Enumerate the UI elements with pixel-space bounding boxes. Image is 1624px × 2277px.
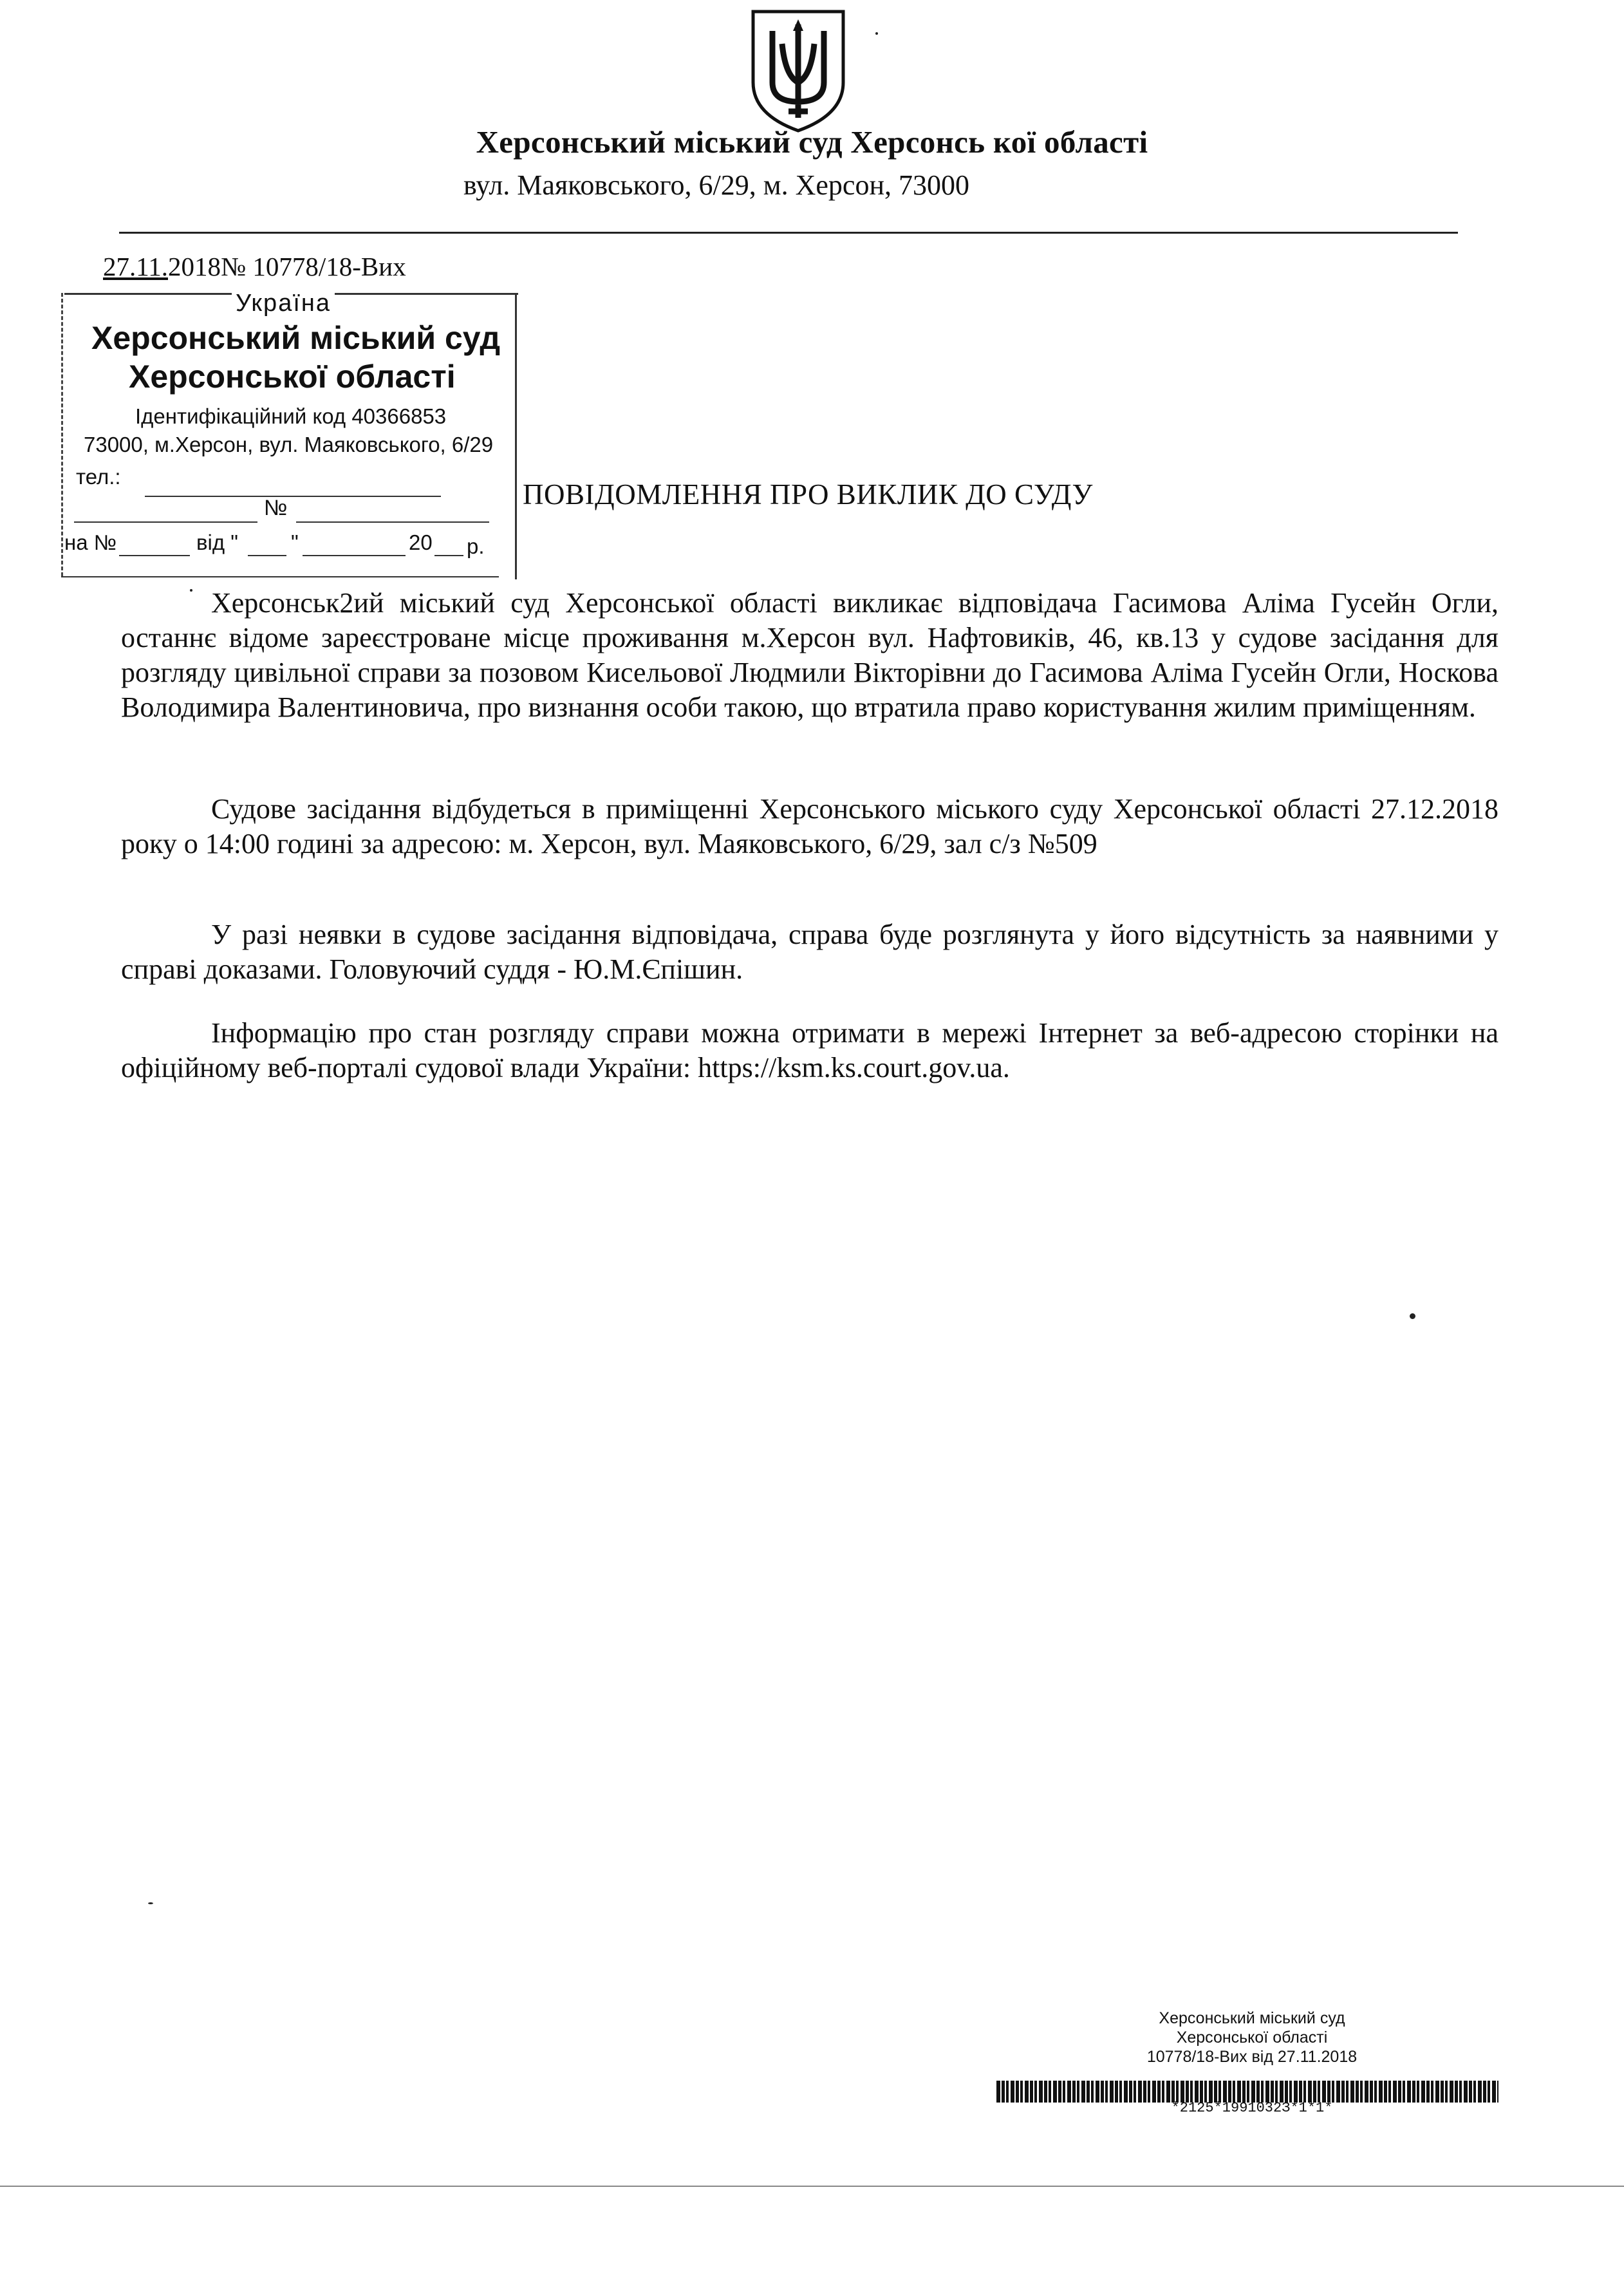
scan-speck [1410,1313,1415,1319]
scan-edge-line [0,2186,1624,2187]
stamp-court-name: Херсонський міський суд [91,320,501,356]
stamp-phone-line [145,496,441,497]
body-paragraph: У разі неявки в судове засідання відповідача, справа буде розглянута у його відсутність за наявними у справі доказами. Головуючий суддя - Ю.М.Єпішин. [121,919,1498,985]
barcode-reference: 10778/18-Вих від 27.11.2018 [1146,2048,1358,2066]
reg-date-month: .11. [129,252,168,281]
stamp-ref-line [119,555,190,556]
reg-date-day: 27 [103,252,129,281]
stamp-number-line [296,521,489,523]
barcode-region: Херсонської області [1176,2029,1328,2047]
barcode-code: *2125*1991032З*1*1* [1171,2100,1333,2114]
stamp-address: 73000, м.Херсон, вул. Маяковського, 6/29 [84,433,494,456]
stamp-number-line [74,521,257,523]
barcode-label [991,2009,1513,2066]
stamp-ref-year: 20 [409,530,433,554]
reg-number: 10778/18-Вих [246,252,406,281]
stamp-id-code: Ідентифікаційний код 40366853 [135,404,447,428]
scan-speck [875,32,878,35]
stamp-number-label: № [264,496,288,520]
body-paragraph: Судове засідання відбудеться в приміщенні Херсонського міського суду Херсонської області 27.12.2018 року о 14:00 годині за адресою: м. Херсон, вул. Маяковського, 6/29, зал с/з №509 [121,793,1498,859]
stamp-ref-from: від " [196,530,239,554]
stamp-ref-quote: " [291,530,299,554]
header-divider [119,232,1458,234]
outgoing-registration [103,251,406,282]
stamp-ref-line [248,555,286,556]
scan-speck [148,1902,153,1904]
court-address: вул. Маяковського, 6/29, м. Херсон, 73000 [463,169,969,201]
stamp-region: Херсонської області [129,359,456,395]
stamp-ref-line [434,555,463,556]
body-paragraph: Інформацію про стан розгляду справи можна отримати в мережі Інтернет за веб-адресою сторінки на офіційному веб-порталі судової влади України: https://ksm.ks.court.gov.ua. [121,1017,1498,1083]
stamp-border [515,293,517,579]
court-name-heading: Херсонський міський суд Херсонсь кої області [476,124,1148,160]
stamp-phone-label: тел.: [76,465,121,489]
reg-date-year: 2018№ [167,252,247,281]
document-title: ПОВІДОМЛЕННЯ ПРО ВИКЛИК ДО СУДУ [523,478,1093,511]
body-paragraph: Херсонськ2ий міський суд Херсонської області викликає відповідача Гасимова Аліма Гусейн Огли, останнє відоме зареєстроване місце проживання м.Херсон вул. Нафтовиків, 46, кв.13 у судове засідання для розгляду цивільної справи за позовом Кисельової Людмили Вікторівни до Гасимова Аліма Гусейн Огли, Носкова Володимира Валентиновича, про визнання особи такою, що втратила право користування жилим приміщенням. [121,587,1498,723]
stamp-ref-year-suffix: р. [467,534,485,558]
coat-of-arms-icon [747,5,850,134]
scan-speck [190,589,192,592]
stamp-border [61,576,499,577]
stamp-country: Україна [232,290,335,317]
stamp-ref-label: на № [64,530,117,554]
stamp-ref-line [303,555,406,556]
barcode-court-name: Херсонський міський суд [1159,2009,1345,2027]
barcode-icon [996,2081,1498,2103]
